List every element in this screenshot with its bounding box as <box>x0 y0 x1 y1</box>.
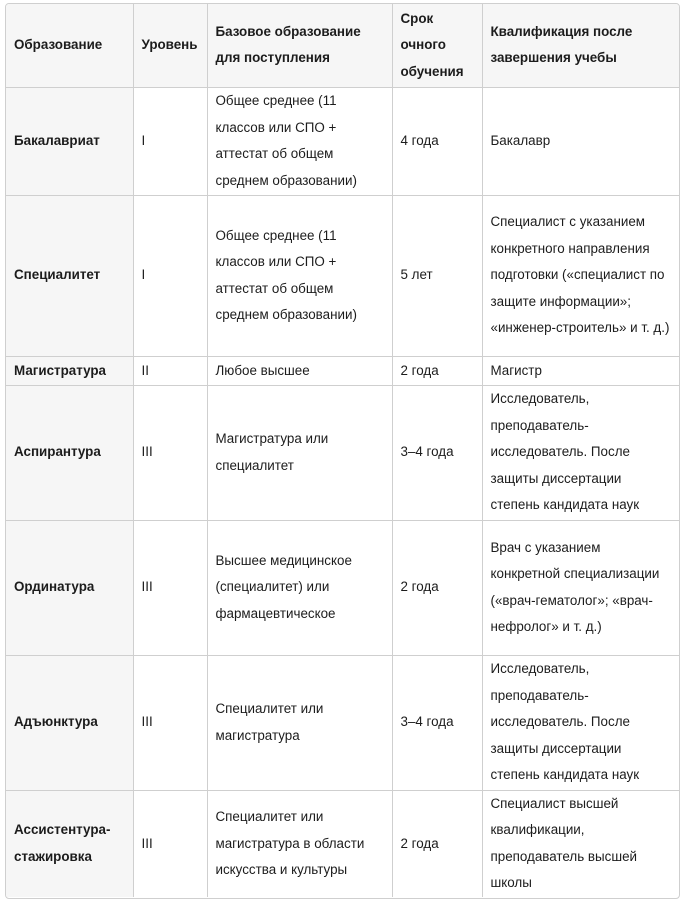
cell-duration: 5 лет <box>392 195 482 356</box>
cell-level: III <box>133 385 207 520</box>
cell-base-education: Общее среднее (11 классов или СПО + аттестат об общем среднем образовании) <box>207 195 392 356</box>
cell-education: Аспирантура <box>6 385 133 520</box>
table-row <box>6 655 679 790</box>
header-level: Уровень <box>133 4 207 87</box>
cell-duration: 2 года <box>392 790 482 897</box>
cell-level: II <box>133 356 207 385</box>
cell-level: III <box>133 790 207 897</box>
cell-duration: 2 года <box>392 520 482 655</box>
cell-education: Бакалавриат <box>6 87 133 195</box>
cell-qualification: Исследователь, преподаватель-исследователь. После защиты диссертации степень кандидата наук <box>482 655 679 790</box>
education-table <box>6 4 679 897</box>
cell-level: III <box>133 520 207 655</box>
cell-qualification: Специалист высшей квалификации, преподаватель высшей школы <box>490 795 638 891</box>
cell-education: Ассистентура-стажировка <box>6 790 133 897</box>
cell-qualification: Специалист с указанием конкретного направления подготовки («специалист по защите информации»; «инженер-строитель» и т. д.) <box>482 195 679 356</box>
table-row <box>6 790 679 897</box>
cell-base-education: Специалитет или магистратура <box>207 655 392 790</box>
table-row <box>6 87 679 195</box>
cell-base-education: Общее среднее (11 классов или СПО + аттестат об общем среднем образовании) <box>207 87 392 195</box>
cell-education: Адъюнктура <box>6 655 133 790</box>
table-header-row <box>6 4 679 87</box>
education-table-container <box>5 3 680 899</box>
table-row <box>6 356 679 385</box>
cell-level: I <box>133 195 207 356</box>
cell-base-education: Любое высшее <box>207 356 392 385</box>
cell-duration: 4 года <box>392 87 482 195</box>
cell-duration: 2 года <box>392 356 482 385</box>
header-qualification: Квалификация после завершения учебы <box>482 4 679 87</box>
cell-level: I <box>133 87 207 195</box>
cell-duration: 3–4 года <box>392 655 482 790</box>
cell-qualification: Магистр <box>482 356 679 385</box>
table-row <box>6 520 679 655</box>
cell-base-education: Магистратура или специалитет <box>207 385 392 520</box>
table-row <box>6 385 679 520</box>
cell-base-education: Высшее медицинское (специалитет) или фармацевтическое <box>207 520 392 655</box>
cell-qualification: Врач с указанием конкретной специализации («врач-гематолог»; «врач-нефролог» и т. д.) <box>482 520 679 655</box>
cell-duration: 3–4 года <box>392 385 482 520</box>
header-education: Образование <box>6 4 133 87</box>
table-row <box>6 195 679 356</box>
cell-education: Специалитет <box>6 195 133 356</box>
cell-level: III <box>133 655 207 790</box>
cell-base-education: Специалитет или магистратура в области искусства и культуры <box>207 790 392 897</box>
cell-qualification: Бакалавр <box>482 87 679 195</box>
cell-qualification: Исследователь, преподаватель-исследователь. После защиты диссертации степень кандидата наук <box>482 385 679 520</box>
cell-education: Ординатура <box>6 520 133 655</box>
header-duration: Срок очного обучения <box>392 4 482 87</box>
header-base-education: Базовое образование для поступления <box>207 4 392 87</box>
cell-education: Магистратура <box>6 356 133 385</box>
